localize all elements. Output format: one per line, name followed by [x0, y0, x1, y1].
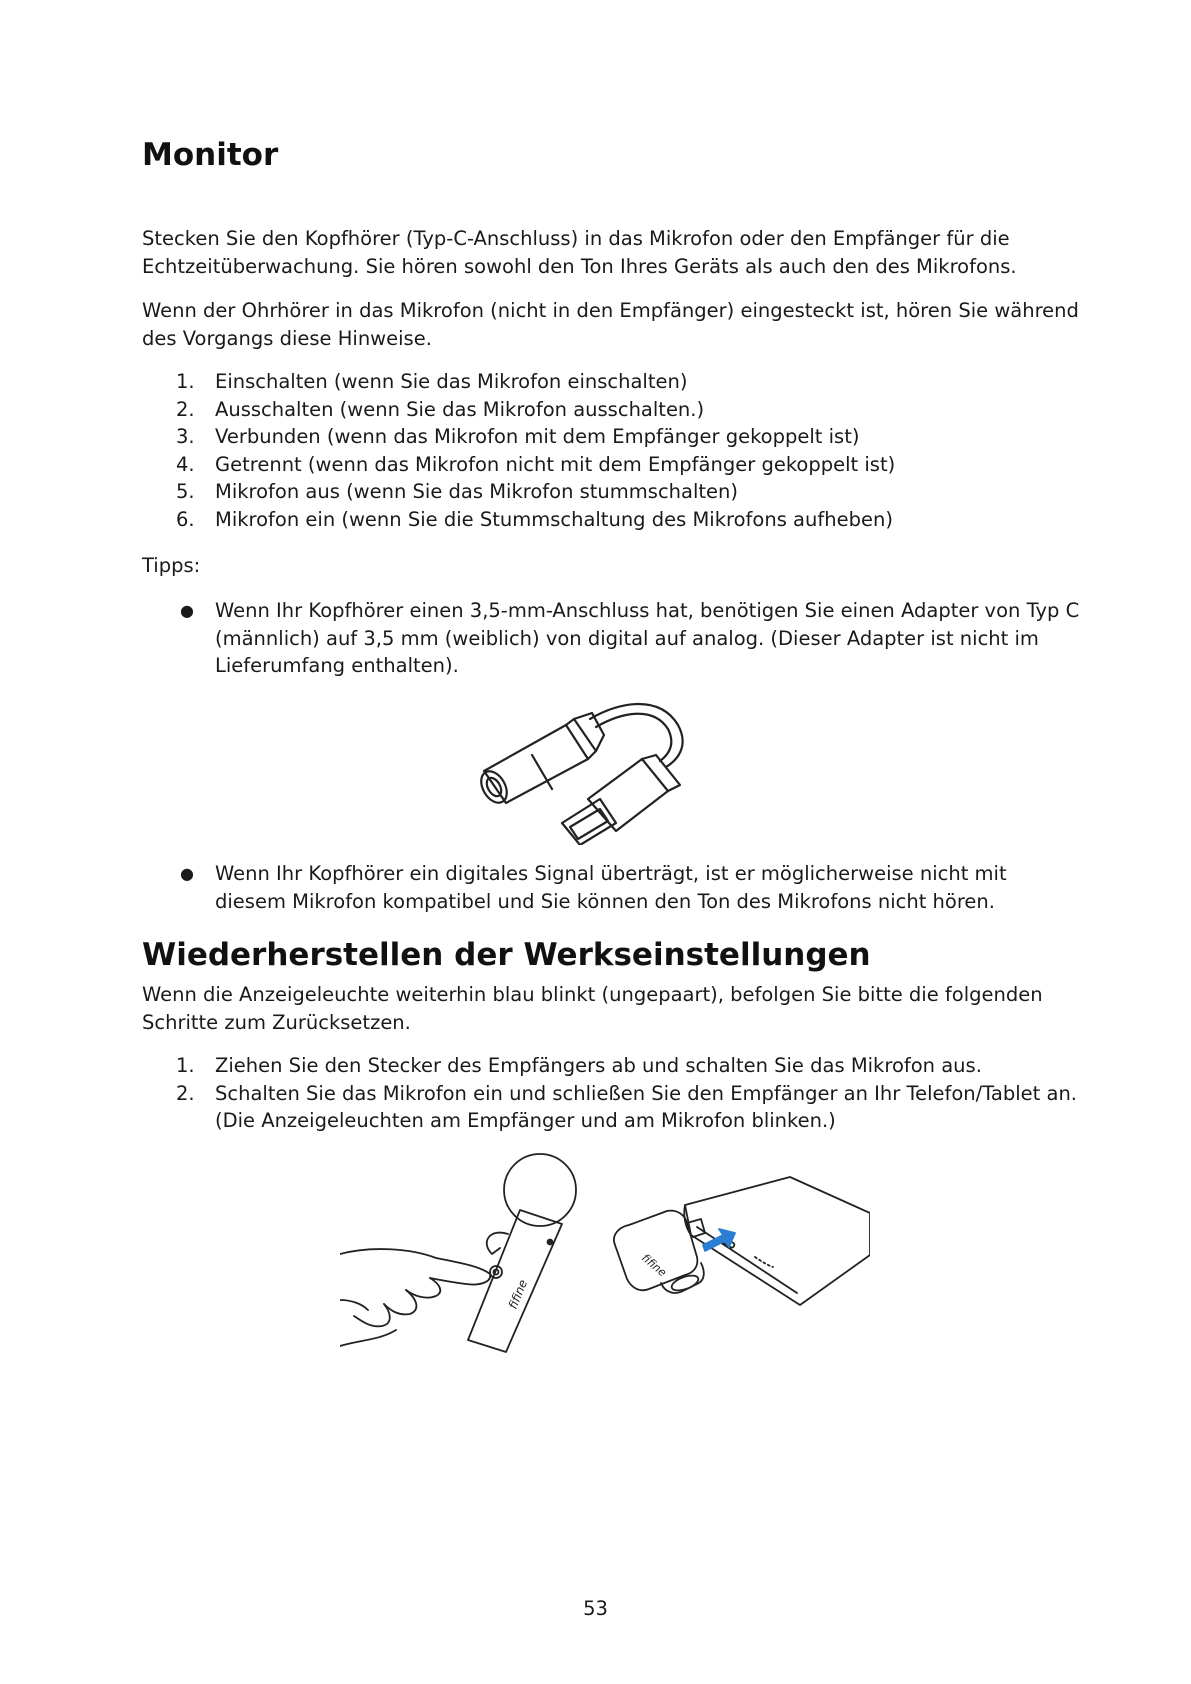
- page-number: 53: [583, 1597, 608, 1620]
- list-item: 6. Mikrofon ein (wenn Sie die Stummschaltung des Mikrofons aufheben): [176, 507, 893, 531]
- list-item: ● Wenn Ihr Kopfhörer ein digitales Signal überträgt, ist er möglicherweise nicht mit diesem Mikrofon kompatibel und Sie können den Ton des Mikrofons nicht hören.: [180, 862, 1007, 913]
- list-item: 3. Verbunden (wenn das Mikrofon mit dem Empfänger gekoppelt ist): [176, 425, 860, 448]
- section-title-monitor: Monitor: [142, 137, 279, 173]
- bullet-icon: ●: [180, 601, 194, 620]
- monitor-hint-list: [142, 368, 1082, 533]
- tips-list-1: [142, 597, 1082, 680]
- fifine-logo: fifine: [639, 1251, 669, 1280]
- tips-list-2: [142, 860, 1082, 915]
- reset-paragraph: Wenn die Anzeigeleuchte weiterhin blau blinkt (ungepaart), befolgen Sie bitte die folgenden Schritte zum Zurücksetzen.: [142, 983, 1043, 1034]
- microphone-power-illustration: [340, 1150, 600, 1355]
- list-item: 1. Ziehen Sie den Stecker des Empfängers ab und schalten Sie das Mikrofon aus.: [176, 1054, 982, 1077]
- list-item: ● Wenn Ihr Kopfhörer einen 3,5-mm-Anschluss hat, benötigen Sie einen Adapter von Typ C (männlich) auf 3,5 mm (weiblich) von digital auf analog. (Dieser Adapter ist nicht im Lieferumfang enthalten).: [180, 599, 1080, 677]
- list-item: 2. Ausschalten (wenn Sie das Mikrofon ausschalten.): [176, 397, 705, 421]
- monitor-paragraph-1: Stecken Sie den Kopfhörer (Typ-C-Anschluss) in das Mikrofon oder den Empfänger für die Echtzeitüberwachung. Sie hören sowohl den Ton Ihres Geräts als auch den des Mikrofons.: [142, 227, 1017, 278]
- usb-c-adapter-illustration: [470, 695, 730, 845]
- monitor-paragraph-2: Wenn der Ohrhörer in das Mikrofon (nicht in den Empfänger) eingesteckt ist, hören Sie während des Vorgangs diese Hinweise.: [142, 299, 1079, 350]
- bullet-icon: ●: [180, 864, 194, 883]
- tips-label: Tipps:: [142, 554, 201, 577]
- section-title-factory-reset: Wiederherstellen der Werkseinstellungen: [142, 937, 871, 973]
- receiver-phone-illustration: [605, 1175, 870, 1355]
- list-item: 4. Getrennt (wenn das Mikrofon nicht mit dem Empfänger gekoppelt ist): [176, 452, 896, 476]
- list-item: 2. Schalten Sie das Mikrofon ein und schließen Sie den Empfänger an Ihr Telefon/Tablet an. (Die Anzeigeleuchten am Empfänger und am Mikrofon blinken.): [176, 1081, 1078, 1132]
- fifine-logo: fifine: [505, 1277, 531, 1312]
- list-item: 5. Mikrofon aus (wenn Sie das Mikrofon stummschalten): [176, 480, 738, 503]
- reset-step-list: [142, 1052, 1082, 1135]
- list-item: 1. Einschalten (wenn Sie das Mikrofon einschalten): [176, 370, 688, 393]
